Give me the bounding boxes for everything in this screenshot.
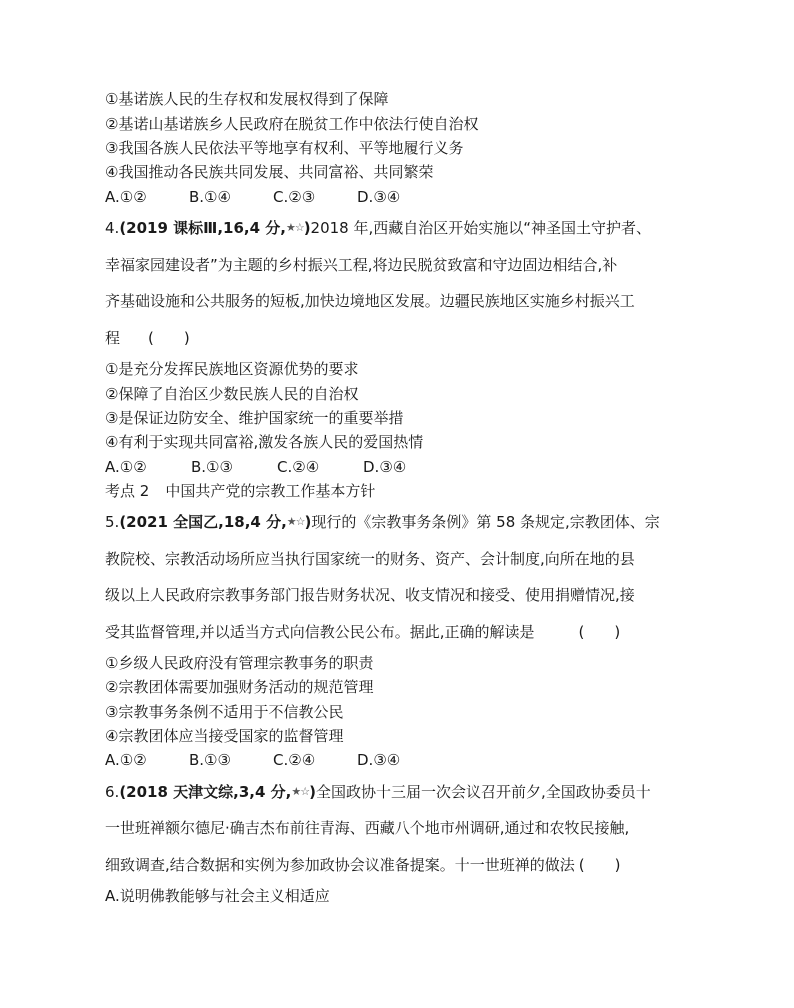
q4-stem-text-4: 程 — [105, 329, 121, 347]
q5-stem-line-3: 级以上人民政府宗教事务部门报告财务状况、收支情况和接受、使用捐赠情况,接 — [105, 586, 635, 604]
q5-stem-line-1 — [105, 512, 660, 532]
q3-option-4: ④我国推动各民族共同发展、共同富裕、共同繁荣 — [105, 163, 434, 181]
q3-option-1: ①基诺族人民的生存权和发展权得到了保障 — [105, 90, 389, 108]
q4-choice-b[interactable]: B.①③ — [191, 458, 233, 476]
q4-answer-blank[interactable]: ( ) — [148, 329, 190, 347]
q4-choices — [105, 457, 449, 477]
section-heading — [105, 481, 375, 501]
q4-option-2: ②保障了自治区少数民族人民的自治权 — [105, 385, 359, 403]
q4-source-close: ) — [303, 219, 311, 237]
q5-choice-c[interactable]: C.②④ — [273, 751, 316, 769]
q5-stem-text-4: 受其监督管理,并以适当方式向信教公民公布。据此,正确的解读是 — [105, 623, 535, 641]
q4-choice-a[interactable]: A.①② — [105, 458, 147, 476]
q5-source: (2021 全国乙,18,4 分, — [119, 513, 287, 531]
q5-option-1: ①乡级人民政府没有管理宗教事务的职责 — [105, 654, 374, 672]
q4-stem-line-4 — [105, 328, 190, 348]
q3-choice-b[interactable]: B.①④ — [189, 188, 231, 206]
q3-option-2: ②基诺山基诺族乡人民政府在脱贫工作中依法行使自治权 — [105, 115, 479, 133]
q4-choice-d[interactable]: D.③④ — [363, 458, 407, 476]
q5-stem-line-2: 教院校、宗教活动场所应当执行国家统一的财务、资产、会计制度,向所在地的县 — [105, 550, 635, 568]
q5-option-3: ③宗教事务条例不适用于不信教公民 — [105, 703, 344, 721]
q4-option-3: ③是保证边防安全、维护国家统一的重要举措 — [105, 409, 404, 427]
q3-choice-c[interactable]: C.②③ — [273, 188, 316, 206]
q5-option-2: ②宗教团体需要加强财务活动的规范管理 — [105, 678, 374, 696]
q5-choice-d[interactable]: D.③④ — [357, 751, 401, 769]
section-label: 考点 2 — [105, 482, 150, 500]
q5-number: 5. — [105, 513, 120, 531]
q4-number: 4. — [105, 219, 120, 237]
q4-stem-line-2: 幸福家园建设者”为主题的乡村振兴工程,将边民脱贫致富和守边固边相结合,补 — [105, 256, 618, 274]
q6-stem-line-3 — [105, 855, 621, 875]
q6-option-a[interactable]: A.说明佛教能够与社会主义相适应 — [105, 887, 330, 905]
q4-option-4: ④有利于实现共同富裕,激发各族人民的爱国热情 — [105, 433, 424, 451]
q4-stem-line-3: 齐基础设施和公共服务的短板,加快边境地区发展。边疆民族地区实施乡村振兴工 — [105, 292, 635, 310]
q6-answer-blank[interactable]: ( ) — [578, 856, 621, 874]
q5-choice-b[interactable]: B.①③ — [189, 751, 231, 769]
q3-choices — [105, 187, 441, 207]
difficulty-stars-icon: ★☆ — [286, 515, 305, 528]
q4-stem-line-1 — [105, 218, 651, 238]
q4-choice-c[interactable]: C.②④ — [277, 458, 320, 476]
q5-choices — [105, 750, 441, 770]
q6-stem-line-2: 一世班禅额尔德尼·确吉杰布前往青海、西藏八个地市州调研,通过和农牧民接触, — [105, 819, 630, 837]
q5-stem-text-1: 现行的《宗教事务条例》第 58 条规定,宗教团体、宗 — [311, 513, 660, 531]
difficulty-stars-icon: ★☆ — [291, 785, 310, 798]
q6-source: (2018 天津文综,3,4 分, — [119, 783, 292, 801]
q4-source: (2019 课标Ⅲ,16,4 分, — [119, 219, 286, 237]
q4-stem-text-1: 2018 年,西藏自治区开始实施以“神圣国土守护者、 — [310, 219, 652, 237]
difficulty-stars-icon: ★☆ — [285, 221, 304, 234]
q6-stem-text-1: 全国政协十三届一次会议召开前夕,全国政协委员十 — [315, 783, 651, 801]
q5-source-close: ) — [304, 513, 312, 531]
q5-choice-a[interactable]: A.①② — [105, 751, 147, 769]
q3-choice-a[interactable]: A.①② — [105, 188, 147, 206]
q5-option-4: ④宗教团体应当接受国家的监督管理 — [105, 727, 344, 745]
q6-source-close: ) — [309, 783, 316, 801]
q4-option-1: ①是充分发挥民族地区资源优势的要求 — [105, 360, 359, 378]
q6-stem-text-3: 细致调查,结合数据和实例为参加政协会议准备提案。十一世班禅的做法 — [105, 856, 575, 874]
q3-choice-d[interactable]: D.③④ — [357, 188, 401, 206]
q3-option-3: ③我国各族人民依法平等地享有权利、平等地履行义务 — [105, 139, 464, 157]
section-title: 中国共产党的宗教工作基本方针 — [165, 482, 376, 500]
q6-number: 6. — [105, 783, 120, 801]
q5-stem-line-4 — [105, 622, 620, 642]
q5-answer-blank[interactable]: ( ) — [578, 623, 621, 641]
q6-stem-line-1 — [105, 782, 651, 802]
